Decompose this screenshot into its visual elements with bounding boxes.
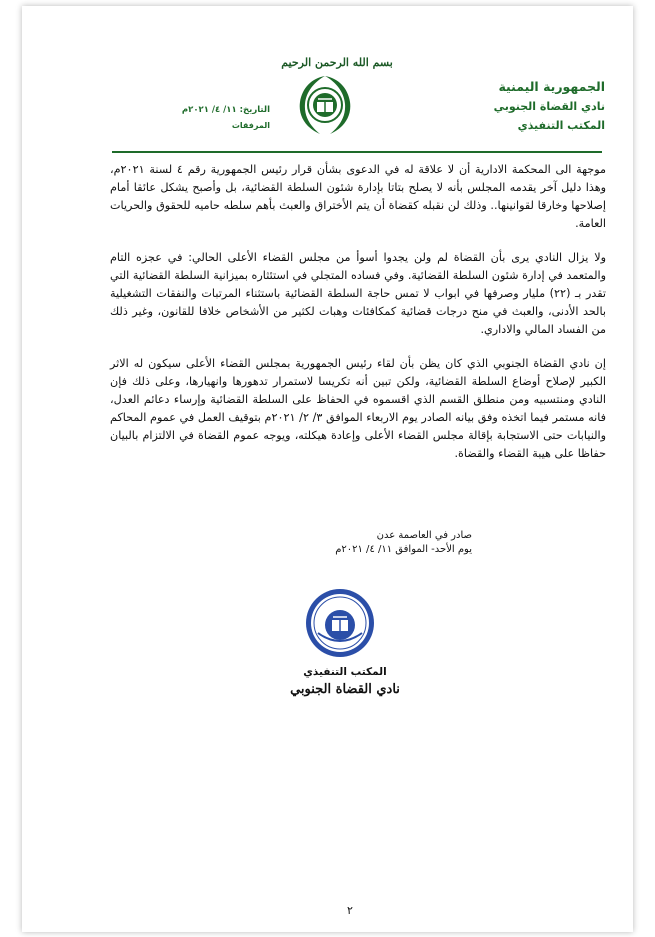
letterhead-right: [465, 79, 605, 132]
header-divider: [112, 151, 602, 153]
signature-block: [290, 666, 400, 697]
paragraph-1: موجهة الى المحكمة الادارية أن لا علاقة له في الدعوى بشأن قرار رئيس الجمهورية رقم ٤ لسنة ٢٠٢١م، وهذا دليل آخر يقدمه المجلس بأنه لا يصلح بتاتا بإدارة شئون السلطة القضائية، بل وأصبح يشكل عائقا أمام إصلاحها وخارقا لقوانينها.. وذلك لن نقبله كقضاة أن يتم الأختراق والعبث بأهم سلطه حاميه للحقوق والحريات العامة.: [110, 163, 606, 230]
paragraph-2: ولا يزال النادي يرى بأن القضاة لم ولن يجدوا أسوأ من مجلس القضاء الأعلى الحالي: في عجزه التام والمتعمد في إدارة شئون السلطة القضائية. وفي فساده المتجلي في استئثاره بميزانية السلطة القضائية التي تقدر بـ (٢٢) مليار وصرفها في ابواب لا تمس حاجة السلطة القضائية باستثناء المرتبات والنفقات التشغيلية بالحد الأدنى، والعبث في منح درجات قضائية كمكافئات وهبات لكثير من الأشخاص خلافا للقانون، وغير ذلك من الفساد المالي والاداري.: [110, 251, 606, 336]
issued-place: صادر في العاصمة عدن: [376, 530, 472, 541]
bismillah: بسم الله الرحمن الرحيم: [281, 56, 393, 69]
paragraph-3: إن نادي القضاة الجنوبي الذي كان يظن بأن لقاء رئيس الجمهورية بمجلس القضاء الأعلى سيكون له الاثر الكبير لإصلاح أوضاع السلطة القضائية، ولكن تبين أنه تكريسا لاستمرار تدهورها وانهيارها، وعلى ذلك فإن النادي ومنتسبيه ومن منطلق القسم الذي اقسموه في الحفاظ على السلطة القضائية وإرساء دعائم العدل، فانه مستمر فيما اتخذه وفق بيانه الصادر يوم الاربعاء الموافق ٣/ ٢/ ٢٠٢١م بتوقيف العمل في عموم المحاكم والنيابات حتى الاستجابة بإقالة مجلس القضاء الأعلى وإعادة هيكلته، ويوجه عموم القضاة في الالتزام بالبيان حفاظا على هيبة القضاء والقضاة.: [110, 357, 607, 460]
attachments-field: المرفقات: [231, 121, 270, 130]
issue-info: [277, 529, 472, 557]
club-name: نادي القضاة الجنوبي: [493, 100, 605, 113]
office-name: المكتب التنفيذي: [517, 119, 605, 132]
signature-club: نادي القضاة الجنوبي: [290, 682, 400, 697]
letterhead-left: [140, 105, 270, 130]
letter-body: [110, 161, 606, 479]
issued-date: يوم الأحد- الموافق ١١/ ٤/ ٢٠٢١م: [335, 544, 472, 555]
official-seal-icon: [304, 587, 376, 659]
document-page: [22, 6, 633, 932]
republic-name: الجمهورية اليمنية: [498, 79, 605, 94]
signature-office: المكتب التنفيذي: [303, 666, 387, 678]
club-logo-icon: [292, 72, 358, 138]
page-number: ٢: [347, 904, 353, 917]
date-field: التاريخ: ١١/ ٤/ ٢٠٢١م: [181, 105, 270, 115]
